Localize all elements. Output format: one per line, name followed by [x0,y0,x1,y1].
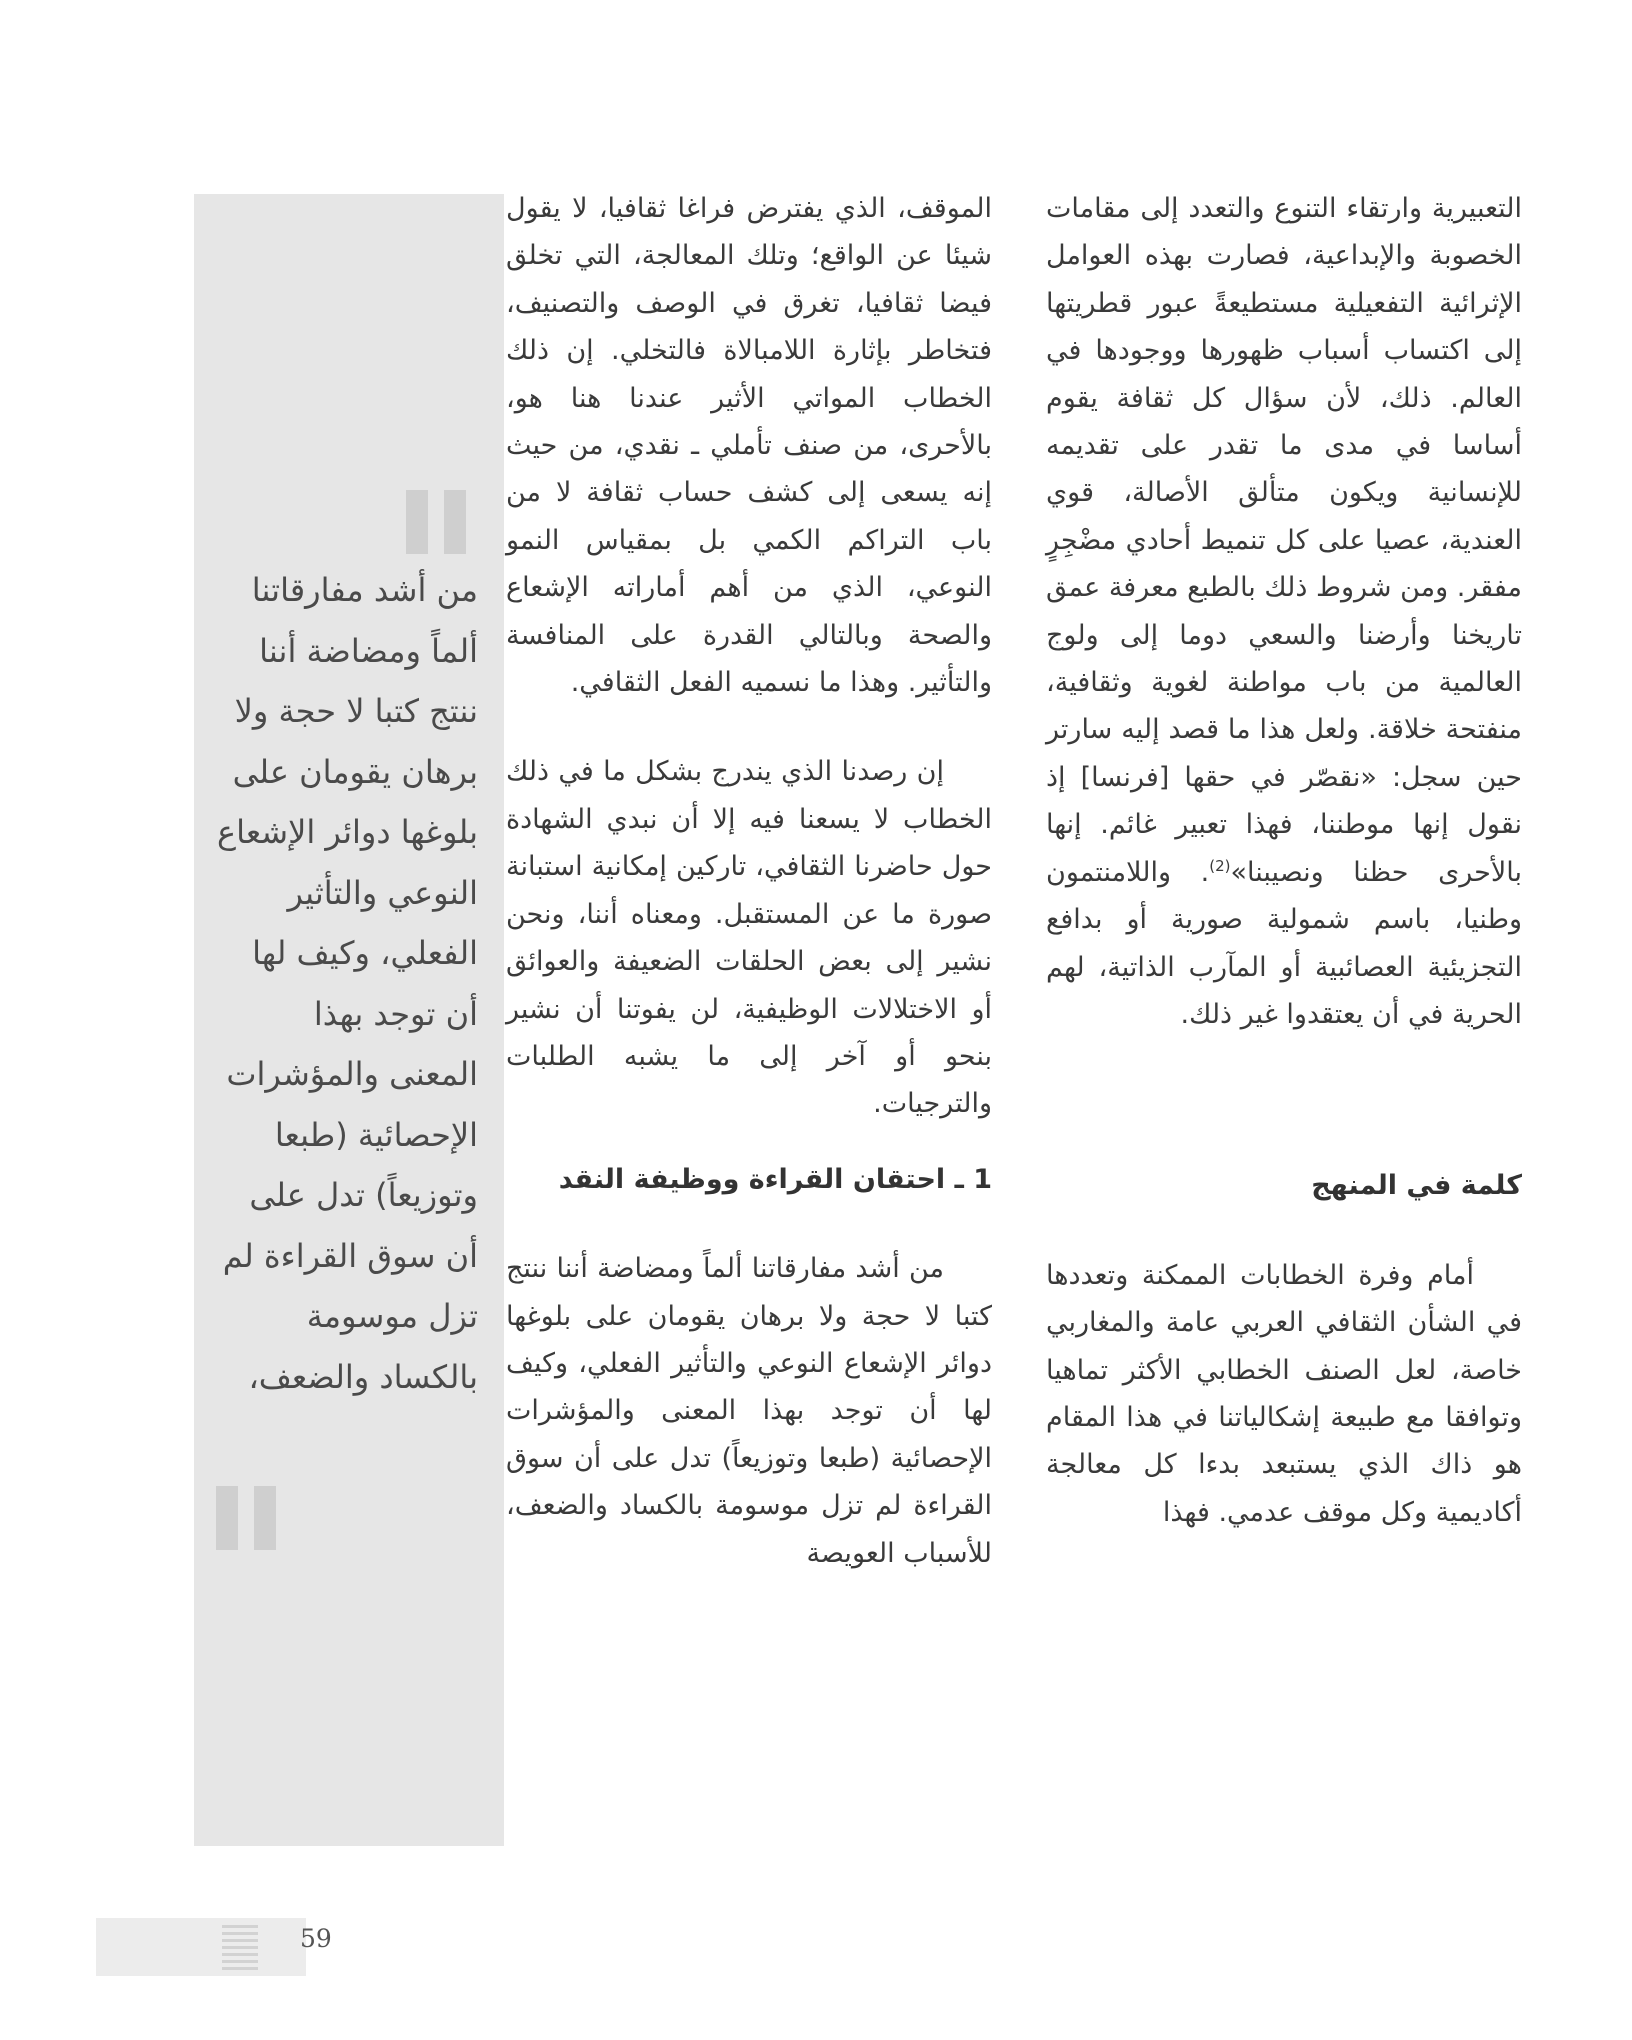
middle-paragraph-3: من أشد مفارقاتنا ألماً ومضاضة أننا ننتج كتبا لا حجة ولا برهان يقومان على بلوغها دوائر الإشعاع النوعي والتأثير الفعلي، وكيف لها أن توجد بهذا المعنى والمؤشرات الإحصائية (طبعا وتوزيعاً) تدل على أن سوق القراءة لم تزل موسومة بالكساد والضعف، للأسباب العويصة [506,1253,992,1569]
pull-quote-text: من أشد مفارقاتنا ألماً ومضاضة أننا ننتج كتبا لا حجة ولا برهان يقومان على بلوغها دوائر الإشعاع النوعي والتأثير الفعلي، وكيف لها أن توجد بهذا المعنى والمؤشرات الإحصائية (طبعا وتوزيعاً) تدل على أن سوق القراءة لم تزل موسومة بالكساد والضعف، [217,571,478,1396]
footnote-mark[interactable]: (2) [1209,856,1231,875]
page-number: 59 [300,1924,332,1953]
right-column [1046,185,1522,1536]
right-paragraph-1-text: التعبيرية وارتقاء التنوع والتعدد إلى مقامات الخصوبة والإبداعية، فصارت بهذه العوامل الإثرائية التفعيلية مستطيعةً عبور قطريتها إلى اكتساب أسباب ظهورها ووجودها في العالم. ذلك، لأن سؤال كل ثقافة يقوم أساسا في مدى ما تقدر على تقديمه للإنسانية ويكون متألق الأصالة، قوي العندية، عصيا على كل تنميط أحادي مضْجِرٍ مفقر. ومن شروط ذلك بالطبع معرفة عمق تاريخنا وأرضنا والسعي دوما إلى ولوج العالمية من باب مواطنة لغوية وثقافية، منفتحة خلاقة. ولعل هذا ما قصد إليه سارتر حين سجل: «نقصّر في حقها [فرنسا] إذ نقول إنها موطننا، فهذا تعبير غائم. إنها بالأحرى حظنا ونصيبنا» [1046,193,1522,888]
right-paragraph-2: أمام وفرة الخطابات الممكنة وتعددها في الشأن الثقافي العربي عامة والمغاربي خاصة، لعل الصنف الخطابي الأكثر تماهيا وتوافقا مع طبيعة إشكالياتنا في هذا المقام هو ذاك الذي يستبعد بدءا كل معالجة أكاديمية وكل موقف عدمي. فهذا [1046,1259,1522,1528]
footer-strip [96,1918,306,1976]
middle-paragraph-2: إن رصدنا الذي يندرج بشكل ما في ذلك الخطاب لا يسعنا فيه إلا أن نبدي الشهادة حول حاضرنا الثقافي، تاركين إمكانية استبانة صورة ما عن المستقبل. ومعناه أننا، ونحن نشير إلى بعض الحلقات الضعيفة والعوائق أو الاختلالات الوظيفية، لن يفوتنا أن نشير بنحو أو آخر إلى ما يشبه الطلبات والترجيات. [506,756,992,1120]
middle-column [506,185,992,1577]
section-heading-method: كلمة في المنهج [1311,1170,1522,1202]
section-heading-reading: 1 ـ احتقان القراءة ووظيفة النقد [558,1163,992,1195]
right-paragraph-1 [1046,185,1522,1038]
quote-mark-open-icon [406,490,468,554]
magazine-logo-icon [222,1922,258,1970]
middle-paragraph-1: الموقف، الذي يفترض فراغا ثقافيا، لا يقول شيئا عن الواقع؛ وتلك المعالجة، التي تخلق فيضا ثقافيا، تغرق في الوصف والتصنيف، فتخاطر بإثارة اللامبالاة فالتخلي. إن ذلك الخطاب المواتي الأثير عندنا هنا هو، بالأحرى، من صنف تأملي ـ نقدي، من حيث إنه يسعى إلى كشف حساب ثقافة لا من باب التراكم الكمي بل بمقياس النمو النوعي، الذي من أهم أماراته الإشعاع والصحة وبالتالي القدرة على المنافسة والتأثير. وهذا ما نسميه الفعل الثقافي. [506,193,992,699]
right-paragraph-1-end: . واللامنتمون وطنيا، باسم شمولية صورية أو بدافع التجزيئية العصائبية أو المآرب الذاتية، لهم الحرية في أن يعتقدوا غير ذلك. [1046,856,1522,1030]
quote-mark-close-icon [216,1486,278,1550]
